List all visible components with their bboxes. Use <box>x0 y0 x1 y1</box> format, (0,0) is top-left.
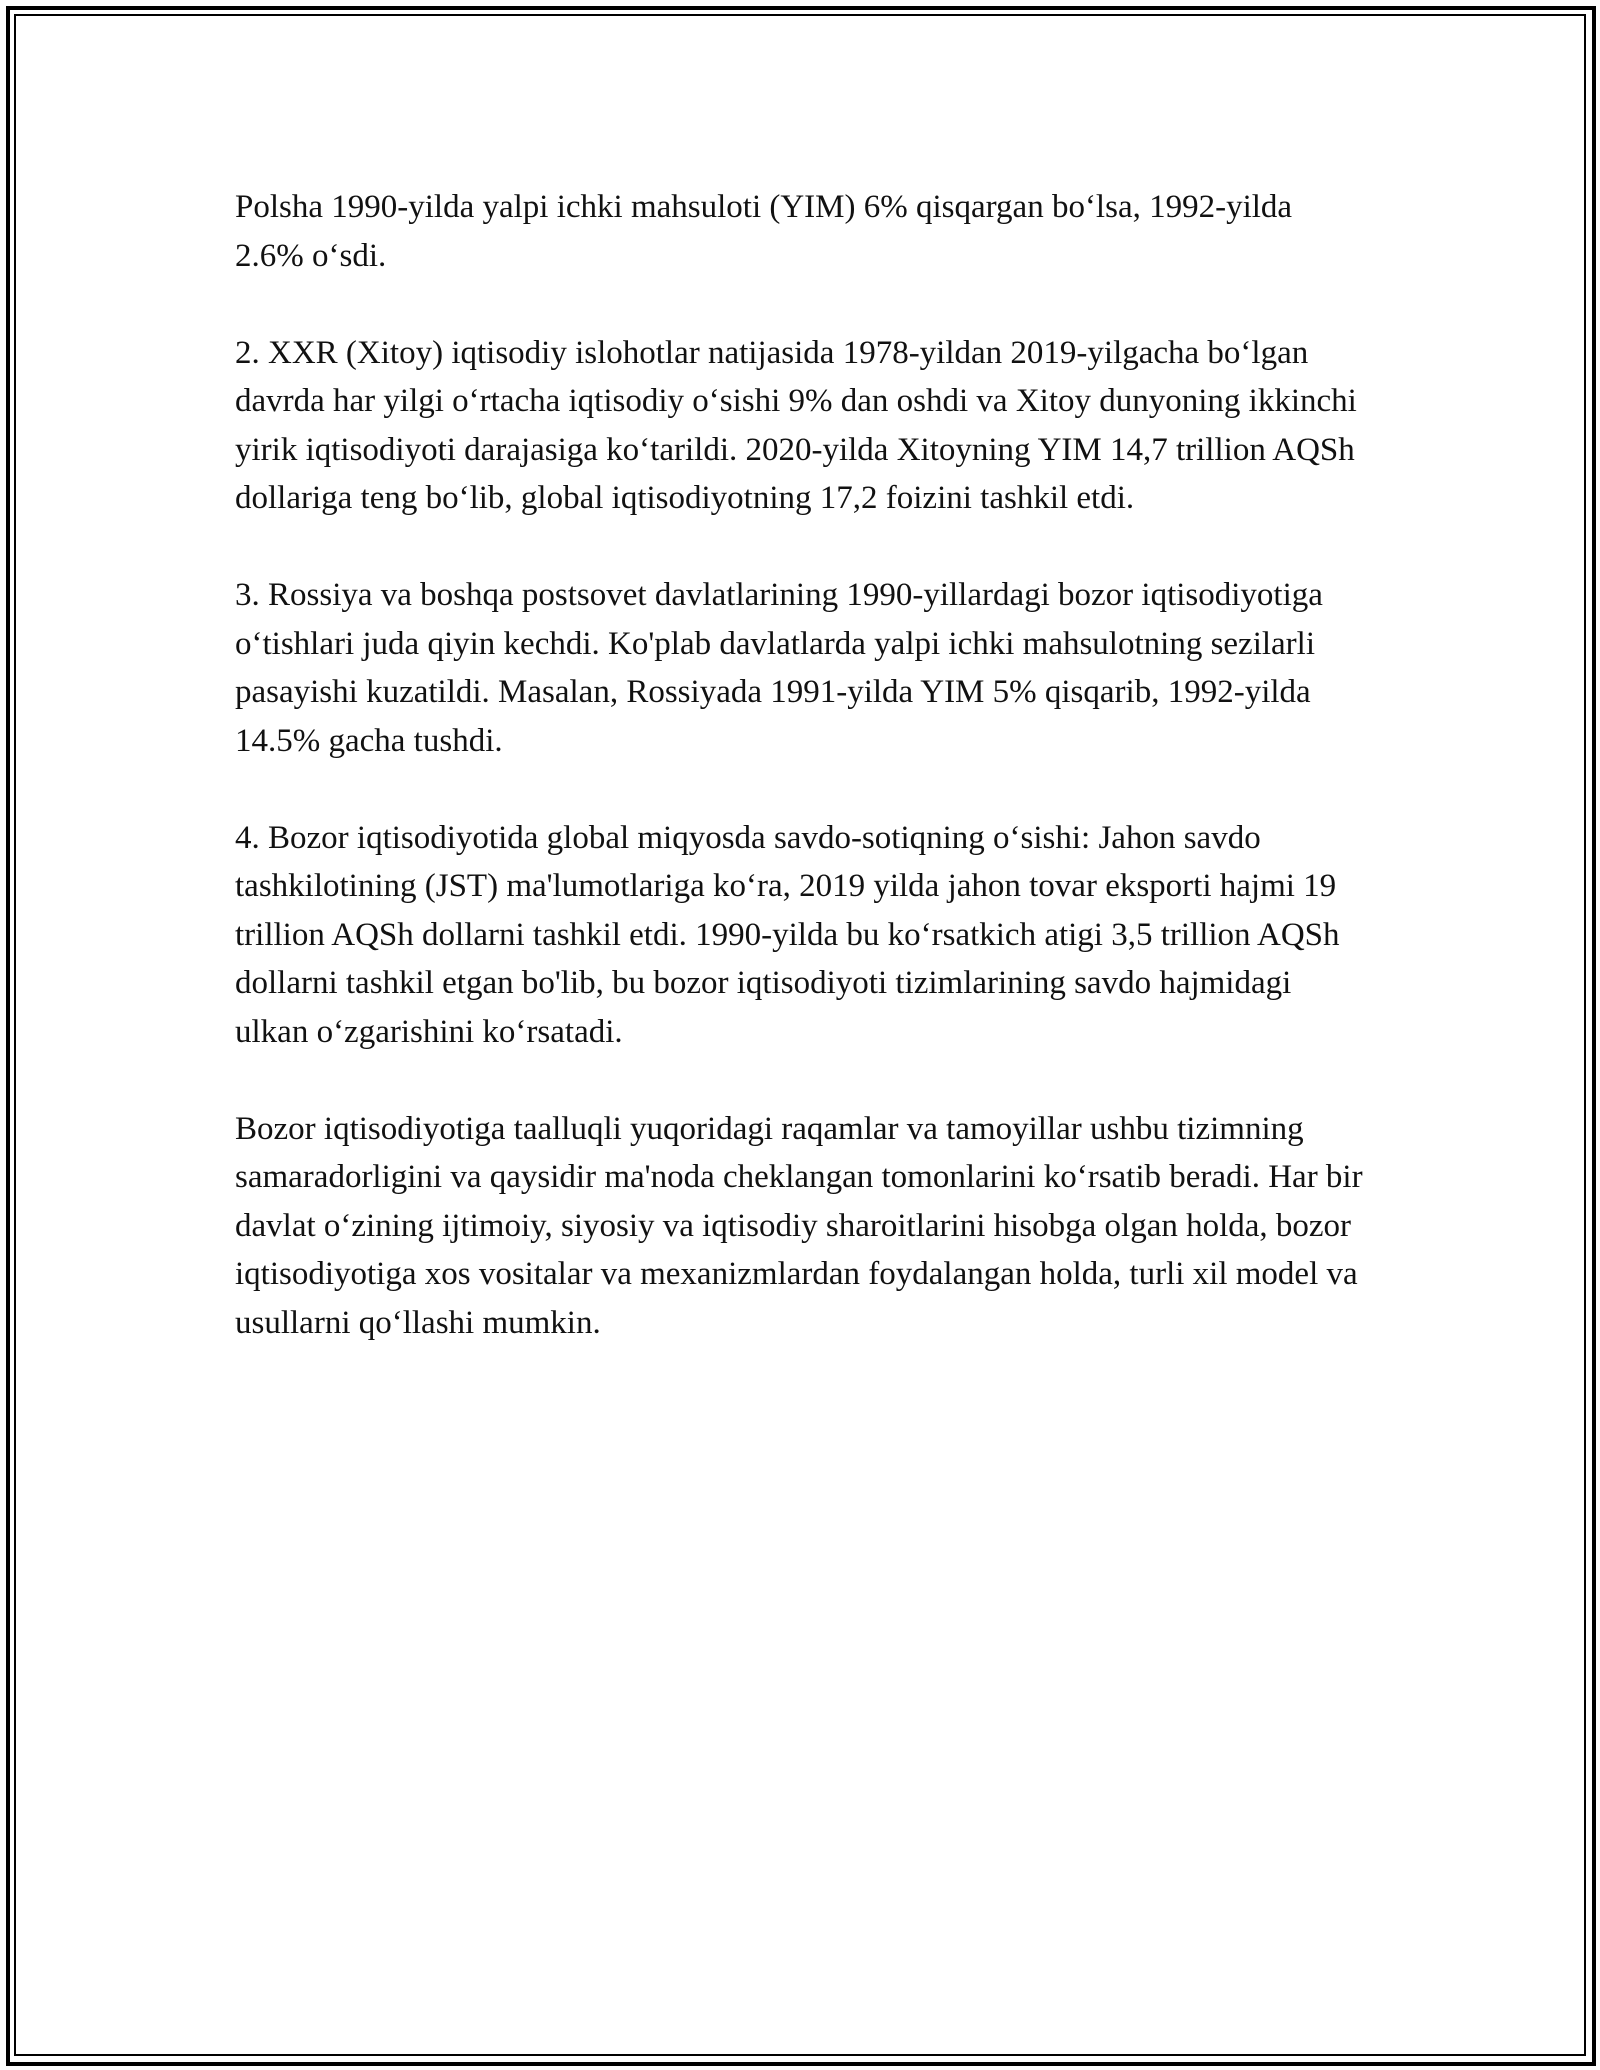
paragraph-russia-transition: 3. Rossiya va boshqa postsovet davlatlarining 1990-yillardagi bozor iqtisodiyotiga o‘tishlari juda qiyin kechdi. Ko'plab davlatlarda yalpi ichki mahsulotning sezilarli pasayishi kuzatildi. Masalan, Rossiyada 1991-yilda YIM 5% qisqarib, 1992-yilda 14.5% gacha tushdi. <box>235 577 1323 759</box>
paragraph-china-reforms: 2. XXR (Xitoy) iqtisodiy islohotlar natijasida 1978-yildan 2019-yilgacha bo‘lgan davrda har yilgi o‘rtacha iqtisodiy o‘sishi 9% dan oshdi va Xitoy dunyoning ikkinchi yirik iqtisodiyoti darajasiga ko‘tarildi. 2020-yilda Xitoyning YIM 14,7 trillion AQSh dollariga teng bo‘lib, global iqtisodiyotning 17,2 foizini tashkil etdi. <box>235 334 1357 516</box>
paragraph-global-trade: 4. Bozor iqtisodiyotida global miqyosda savdo-sotiqning o‘sishi: Jahon savdo tashkilotining (JST) ma'lumotlariga ko‘ra, 2019 yilda jahon tovar eksporti hajmi 19 trillion AQSh dollarni tashkil etdi. 1990-yilda bu ko‘rsatkich atigi 3,5 trillion AQSh dollarni tashkil etgan bo'lib, bu bozor iqtisodiyoti tizimlarining savdo hajmidagi ulkan o‘zgarishini ko‘rsatadi. <box>235 819 1340 1050</box>
paragraph-conclusion: Bozor iqtisodiyotiga taalluqli yuqoridagi raqamlar va tamoyillar ushbu tizimning samaradorligini va qaysidir ma'noda cheklangan tomonlarini ko‘rsatib beradi. Har bir davlat o‘zining ijtimoiy, siyosiy va iqtisodiy sharoitlarini hisobga olgan holda, bozor iqtisodiyotiga xos vositalar va mexanizmlardan foydalangan holda, turli xil model va usullarni qo‘llashi mumkin. <box>235 1110 1363 1341</box>
paragraph-poland-gdp: Polsha 1990-yilda yalpi ichki mahsuloti (YIM) 6% qisqargan bo‘lsa, 1992-yilda 2.6% o‘sdi. <box>235 189 1293 274</box>
document-body <box>235 183 1365 1396</box>
